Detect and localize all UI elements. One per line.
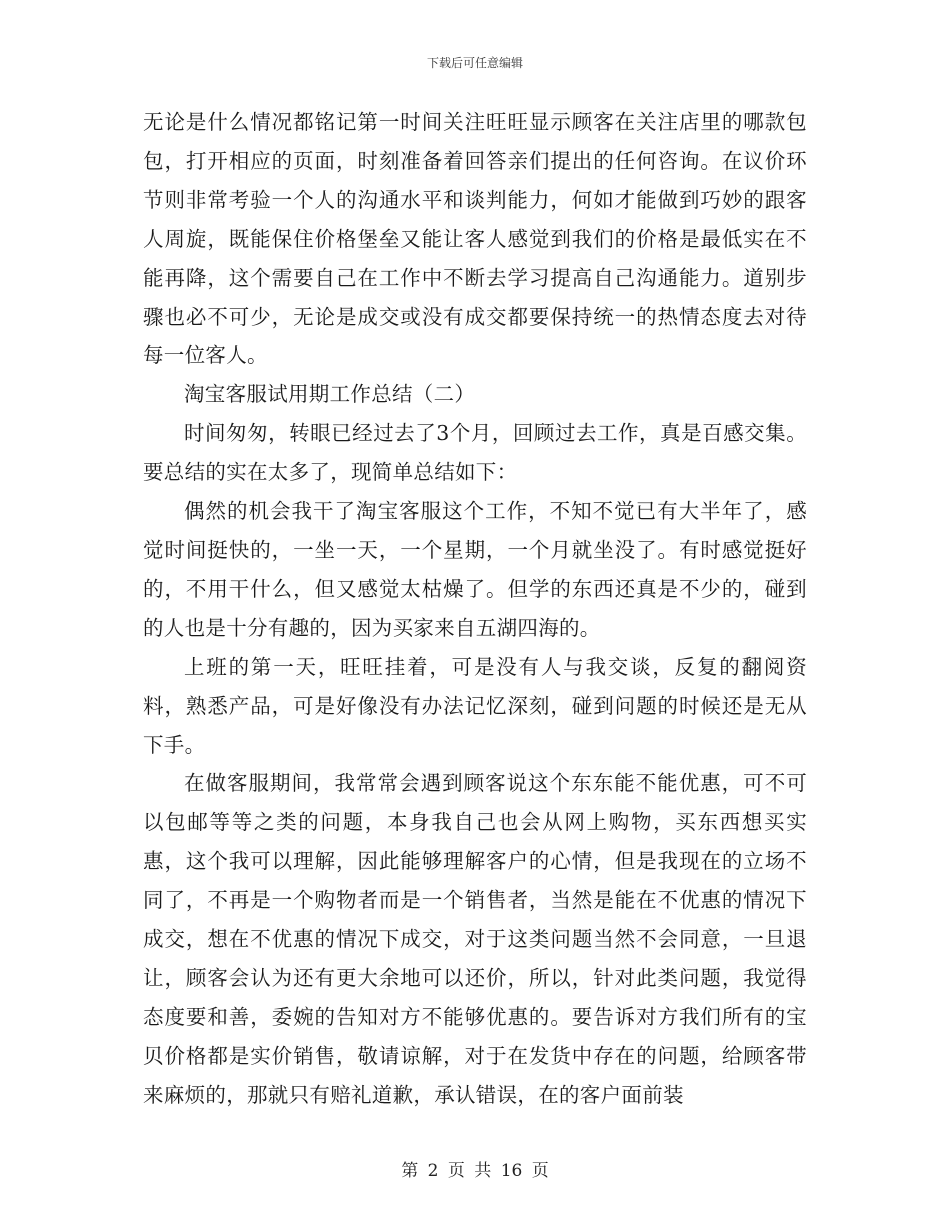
paragraph-5: 在做客服期间，我常常会遇到顾客说这个东东能不能优惠，可不可以包邮等等之类的问题，本身我自己也会从网上购物，买东西想买实惠，这个我可以理解，因此能够理解客户的心情，但是我现在的立场不同了，不再是一个购物者而是一个销售者，当然是能在不优惠的情况下成交，想在不优惠的情况下成交，对于这类问题当然不会同意，一旦退让，顾客会认为还有更大余地可以还价，所以，针对此类问题，我觉得态度要和善，委婉的告知对方不能够优惠的。要告诉对方我们所有的宝贝价格都是实价销售，敬请谅解，对于在发货中存在的问题，给顾客带来麻烦的，那就只有赔礼道歉，承认错误，在的客户面前装 (143, 771, 807, 1107)
page-header: 下载后可任意编辑 (426, 56, 523, 70)
document-body (143, 103, 807, 1115)
paragraph-2: 时间匆匆，转眼已经过去了3个月，回顾过去工作，真是百感交集。要总结的实在太多了，现简单总结如下： (143, 421, 807, 485)
page-footer: 第 2 页 共 16 页 (401, 1161, 549, 1181)
paragraph-1: 无论是什么情况都铭记第一时间关注旺旺显示顾客在关注店里的哪款包包，打开相应的页面，时刻准备着回答亲们提出的任何咨询。在议价环节则非常考验一个人的沟通水平和谈判能力，何如才能做到巧妙的跟客人周旋，既能保住价格堡垒又能让客人感觉到我们的价格是最低实在不能再降，这个需要自己在工作中不断去学习提高自己沟通能力。道别步骤也必不可少，无论是成交或没有成交都要保持统一的热情态度去对待每一位客人。 (143, 110, 807, 368)
paragraph-4: 上班的第一天，旺旺挂着，可是没有人与我交谈，反复的翻阅资料，熟悉产品，可是好像没有办法记忆深刻，碰到问题的时候还是无从下手。 (143, 654, 807, 757)
section-heading: 淘宝客服试用期工作总结（二） (184, 382, 476, 407)
paragraph-3: 偶然的机会我干了淘宝客服这个工作，不知不觉已有大半年了，感觉时间挺快的，一坐一天，一个星期，一个月就坐没了。有时感觉挺好的，不用干什么，但又感觉太枯燥了。但学的东西还真是不少的，碰到的人也是十分有趣的，因为买家来自五湖四海的。 (143, 499, 807, 640)
